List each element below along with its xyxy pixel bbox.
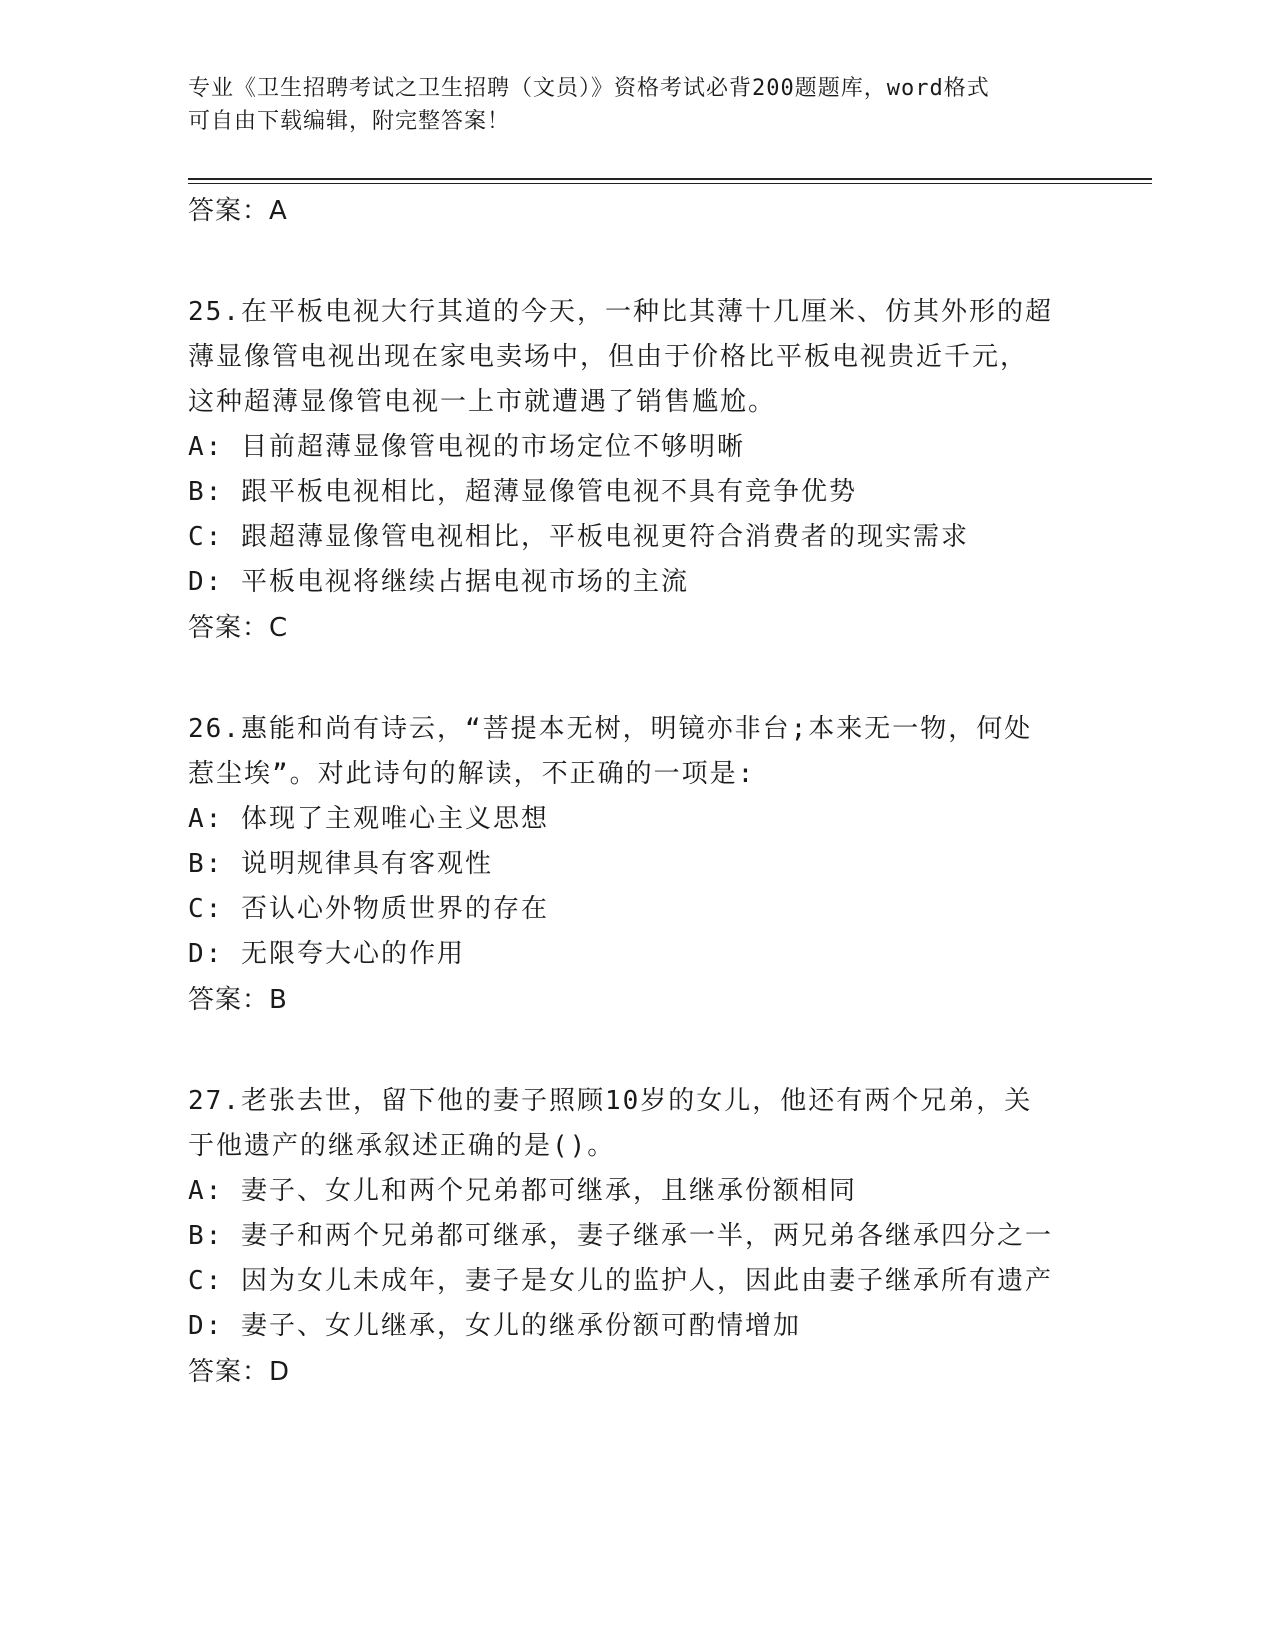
question-stem: 于他遗产的继承叙述正确的是()。: [188, 1131, 616, 1161]
option-d: D: 平板电视将继续占据电视市场的主流: [188, 567, 689, 597]
question-block: [188, 1079, 1088, 1395]
spacer: [188, 234, 1088, 290]
question-list: [188, 188, 1088, 1395]
question-stem: 薄显像管电视出现在家电卖场中，但由于价格比平板电视贵近千元，: [188, 342, 1029, 372]
question-stem: 惹尘埃”。对此诗句的解读，不正确的一项是:: [188, 759, 756, 789]
answer-line: 答案：A: [188, 196, 288, 226]
option-d: D: 无限夸大心的作用: [188, 939, 465, 969]
question-stem: 26.惠能和尚有诗云，“菩提本无树，明镜亦非台;本来无一物，何处: [188, 714, 1033, 744]
option-b: B: 说明规律具有客观性: [188, 849, 493, 879]
spacer: [188, 1023, 1088, 1079]
option-c: C: 因为女儿未成年，妻子是女儿的监护人，因此由妻子继承所有遗产: [188, 1266, 1053, 1296]
question-stem: 27.老张去世，留下他的妻子照顾10岁的女儿，他还有两个兄弟，关: [188, 1086, 1033, 1116]
header-divider: [188, 183, 1152, 184]
answer-line: 答案：C: [188, 613, 289, 643]
question-stem: 25.在平板电视大行其道的今天，一种比其薄十几厘米、仿其外形的超: [188, 297, 1053, 327]
option-a: A: 体现了主观唯心主义思想: [188, 804, 549, 834]
header-line: 专业《卫生招聘考试之卫生招聘（文员）》资格考试必背200题题库，word格式: [188, 76, 990, 101]
answer-line: 答案：D: [188, 1357, 291, 1387]
question-block: [188, 290, 1088, 651]
header-line: 可自由下载编辑，附完整答案！: [188, 109, 511, 134]
option-c: C: 否认心外物质世界的存在: [188, 894, 549, 924]
option-a: A: 妻子、女儿和两个兄弟都可继承，且继承份额相同: [188, 1176, 857, 1206]
spacer: [188, 651, 1088, 707]
option-b: B: 跟平板电视相比，超薄显像管电视不具有竞争优势: [188, 477, 857, 507]
page-header: [188, 72, 1068, 138]
option-b: B: 妻子和两个兄弟都可继承，妻子继承一半，两兄弟各继承四分之一: [188, 1221, 1053, 1251]
option-d: D: 妻子、女儿继承，女儿的继承份额可酌情增加: [188, 1311, 801, 1341]
question-block: [188, 707, 1088, 1023]
header-divider: [188, 178, 1152, 180]
option-a: A: 目前超薄显像管电视的市场定位不够明晰: [188, 432, 745, 462]
option-c: C: 跟超薄显像管电视相比，平板电视更符合消费者的现实需求: [188, 522, 969, 552]
answer-line: 答案：B: [188, 985, 288, 1015]
question-stem: 这种超薄显像管电视一上市就遭遇了销售尴尬。: [188, 387, 777, 417]
